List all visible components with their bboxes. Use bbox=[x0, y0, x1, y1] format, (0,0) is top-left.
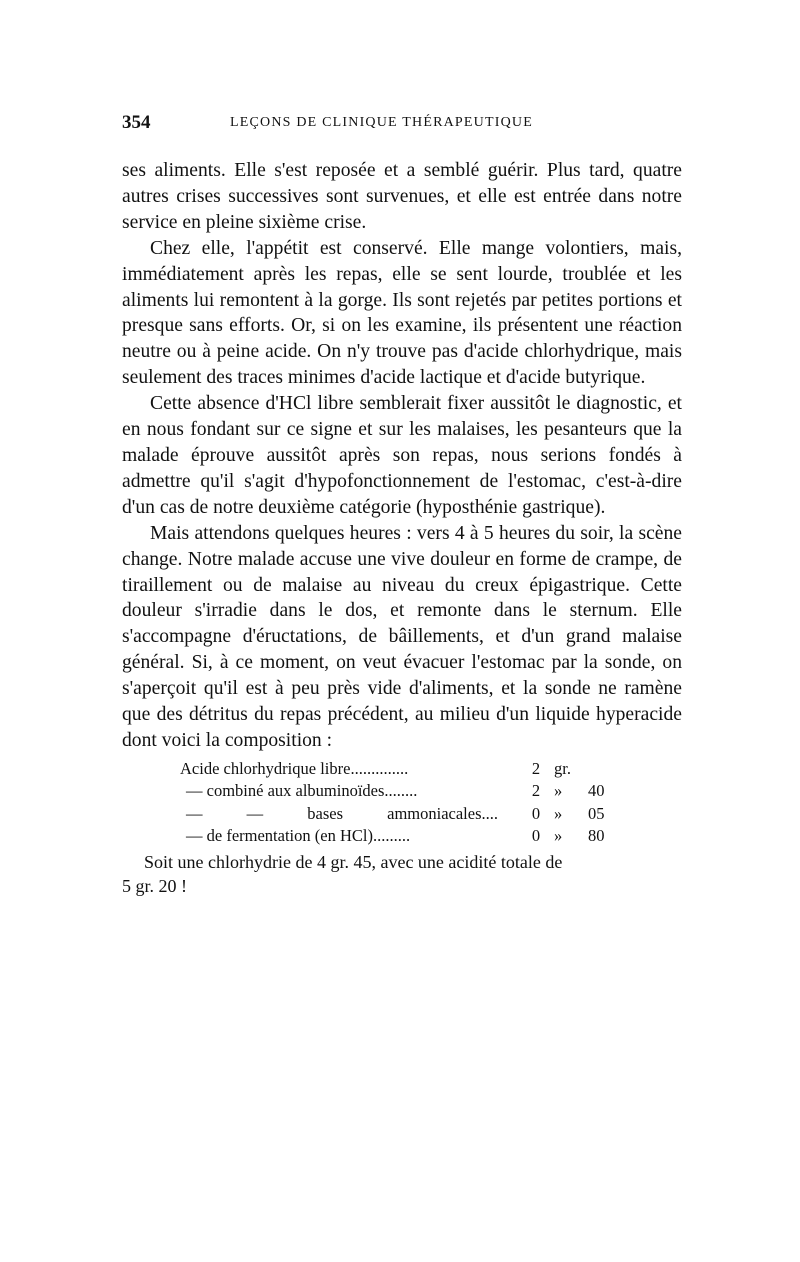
composition-decimal: 40 bbox=[588, 781, 605, 801]
composition-decimal: 80 bbox=[588, 826, 605, 846]
composition-value: 2 bbox=[531, 758, 541, 778]
paragraph: Chez elle, l'appétit est conservé. Elle mange volontiers, mais, immédiatement après les repas, elle se sent lourde, troublée et les aliments lui remontent à la gorge. Ils sont rejetés par petites portions et presque sans efforts. Or, si on les examine, ils présentent une réaction neutre ou à peine acide. On n'y trouve pas d'acide chlorhydrique, mais seulement des traces minimes d'acide lactique et d'acide butyrique. bbox=[122, 237, 682, 389]
composition-value: 0 bbox=[531, 803, 541, 823]
page-number: 354 bbox=[122, 112, 151, 133]
composition-value: 0 bbox=[531, 826, 541, 846]
composition-value: 2 bbox=[531, 781, 541, 801]
body-text bbox=[122, 158, 682, 754]
composition-unit: » bbox=[554, 803, 563, 823]
composition-row bbox=[122, 780, 682, 803]
running-title: LEÇONS DE CLINIQUE THÉRAPEUTIQUE bbox=[230, 115, 533, 130]
composition-row bbox=[122, 803, 682, 826]
composition-label: — combiné aux albuminoïdes........ bbox=[186, 781, 418, 801]
closing-line: 5 gr. 20 ! bbox=[122, 875, 187, 896]
paragraph: Cette absence d'HCl libre semblerait fixer aussitôt le diagnostic, et en nous fondant sur ce signe et sur les malaises, les pesanteurs que la malade éprouve aussitôt après son repas, nous serions fondés à admettre qu'il s'agit d'hypofonctionnement de l'estomac, c'est-à-dire d'un cas de notre deuxième catégorie (hyposthénie gastrique). bbox=[122, 393, 682, 518]
composition-label: Acide chlorhydrique libre.............. bbox=[180, 758, 409, 778]
composition-unit: » bbox=[554, 826, 563, 846]
composition-row bbox=[122, 758, 682, 781]
composition-decimal: 05 bbox=[588, 803, 605, 823]
paragraph: ses aliments. Elle s'est reposée et a semblé guérir. Plus tard, quatre autres crises successives sont survenues, et elle est entrée dans notre service en pleine sixième crise. bbox=[122, 160, 682, 233]
composition-table bbox=[122, 758, 682, 848]
paragraph: Mais attendons quelques heures : vers 4 à 5 heures du soir, la scène change. Notre malade accuse une vive douleur en forme de crampe, de tiraillement ou de malaise au niveau du creux épigastrique. Cette douleur s'irradie dans le dos, et remonte dans le sternum. Elle s'accompagne d'éructations, de bâillements, et d'un grand malaise général. Si, à ce moment, on veut évacuer l'estomac par la sonde, on s'aperçoit qu'il est à peu près vide d'aliments, et la sonde ne ramène que des détritus du repas précédent, au milieu d'un liquide hyperacide dont voici la composition : bbox=[122, 522, 682, 751]
composition-row bbox=[122, 825, 682, 848]
page-header bbox=[122, 112, 682, 138]
composition-unit: » bbox=[554, 781, 563, 801]
composition-label: — — bases ammoniacales.... bbox=[186, 803, 498, 823]
composition-unit: gr. bbox=[554, 758, 571, 778]
book-page bbox=[122, 112, 682, 898]
closing-line: Soit une chlorhydrie de 4 gr. 45, avec une acidité totale de bbox=[144, 851, 563, 872]
closing-text bbox=[122, 850, 682, 898]
composition-label: — de fermentation (en HCl)......... bbox=[186, 826, 411, 846]
